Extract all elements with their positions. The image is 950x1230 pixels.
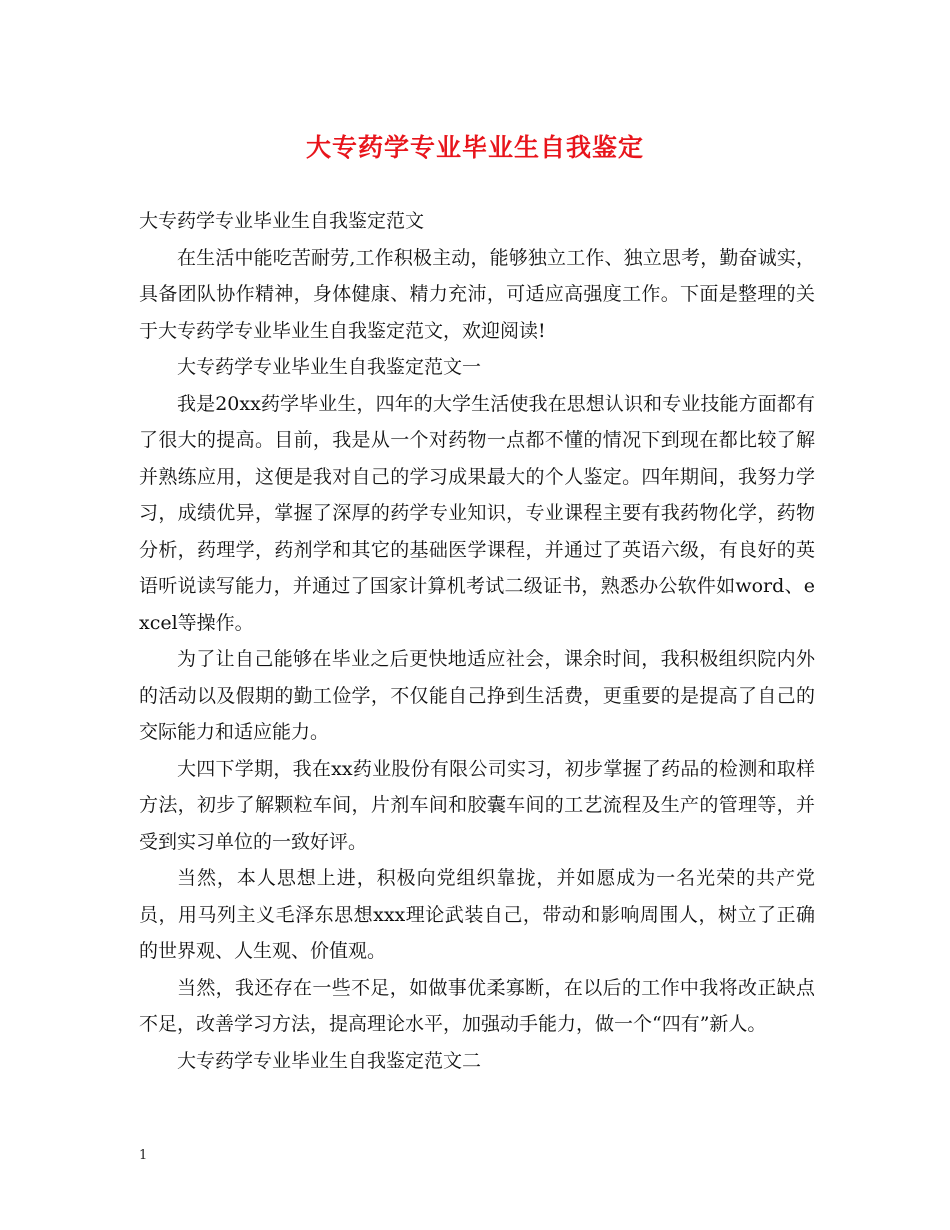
body-paragraph: 当然，本人思想上进，积极向党组织靠拢，并如愿成为一名光荣的共产党员，用马列主义毛泽东思想xxx理论武装自己，带动和影响周围人，树立了正确的世界观、人生观、价值观。 <box>139 867 815 962</box>
document-subtitle: 大专药学专业毕业生自我鉴定范文 <box>139 210 425 232</box>
body-paragraph: 当然，我还存在一些不足，如做事优柔寡断，在以后的工作中我将改正缺点不足，改善学习方法，提高理论水平，加强动手能力，做一个“四有”新人。 <box>139 976 815 1035</box>
document-title: 大专药学专业毕业生自我鉴定 <box>305 133 644 162</box>
page-number: 1 <box>139 1148 148 1163</box>
body-paragraph: 大四下学期，我在xx药业股份有限公司实习，初步掌握了药品的检测和取样方法，初步了解颗粒车间，片剂车间和胶囊车间的工艺流程及生产的管理等，并受到实习单位的一致好评。 <box>139 757 815 853</box>
section-heading-sample-two: 大专药学专业毕业生自我鉴定范文二 <box>177 1049 482 1072</box>
section-heading-sample-one: 大专药学专业毕业生自我鉴定范文一 <box>177 356 482 378</box>
body-paragraph: 我是20xx药学毕业生，四年的大学生活使我在思想认识和专业技能方面都有了很大的提高。目前，我是从一个对药物一点都不懂的情况下到现在都比较了解并熟练应用，这便是我对自己的学习成果最大的个人鉴定。四年期间，我努力学习，成绩优异，掌握了深厚的药学专业知识，专业课程主要有我药物化学，药物分析，药理学，药剂学和其它的基础医学课程，并通过了英语六级，有良好的英语听说读写能力，并通过了国家计算机考试二级证书，熟悉办公软件如word、excel等操作。 <box>139 392 815 634</box>
body-paragraph: 为了让自己能够在毕业之后更快地适应社会，课余时间，我积极组织院内外的活动以及假期的勤工俭学，不仅能自己挣到生活费，更重要的是提高了自己的交际能力和适应能力。 <box>139 648 815 743</box>
intro-paragraph: 在生活中能吃苦耐劳,工作积极主动，能够独立工作、独立思考，勤奋诚实，具备团队协作精神，身体健康、精力充沛，可适应高强度工作。下面是整理的关于大专药学专业毕业生自我鉴定范文，欢迎阅读! <box>139 246 815 342</box>
document-body <box>139 203 815 1079</box>
